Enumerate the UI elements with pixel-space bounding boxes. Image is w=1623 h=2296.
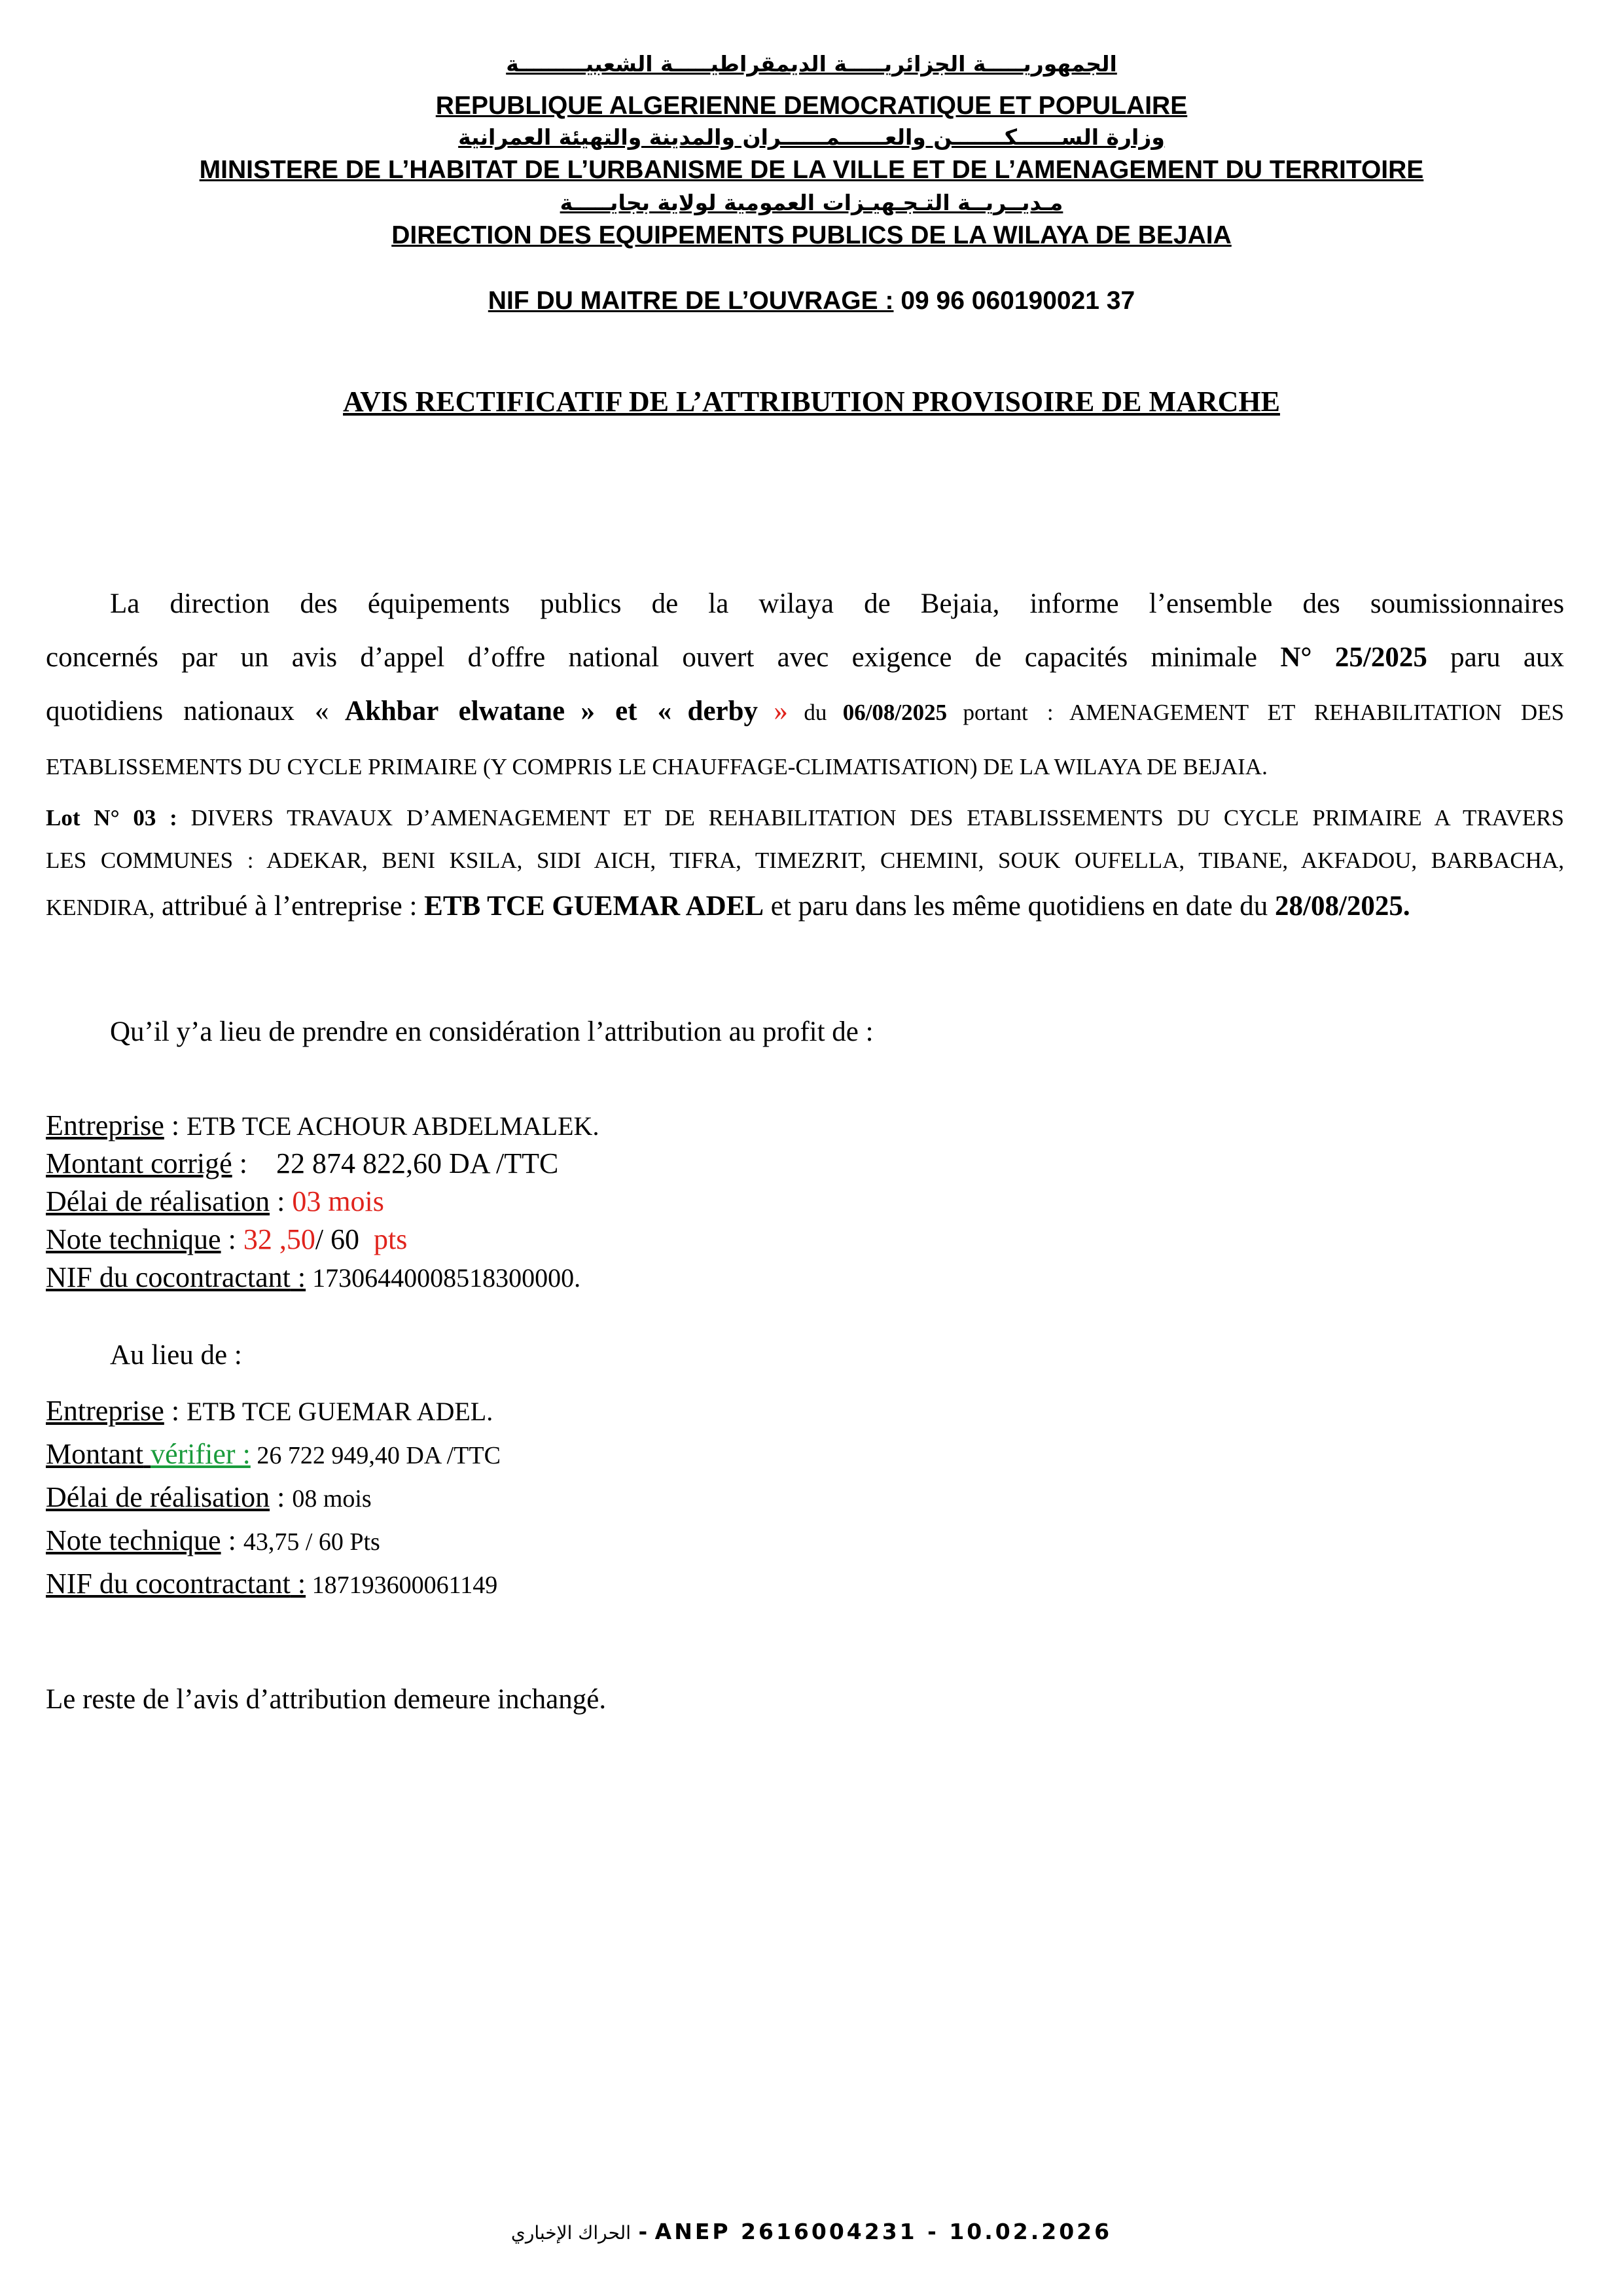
corrected-entreprise-label: Entreprise (46, 1109, 164, 1141)
corrected-delai-value: 03 mois (292, 1185, 384, 1217)
p1-l2a: concernés par un avis d’appel d’offre national ouvert avec exigence de capacités minimale (46, 642, 1257, 673)
p1-l2c: paru aux (1450, 642, 1564, 673)
paragraph1-line4: ETABLISSEMENTS DU CYCLE PRIMAIRE (Y COMPRIS LE CHAUFFAGE-CLIMATISATION) DE LA WILAYA DE BEJAIA. (46, 754, 1268, 780)
p1-w13: soumissionnaires (1370, 588, 1565, 619)
corrected-montant-value: 22 874 822,60 DA /TTC (276, 1147, 559, 1179)
p1-w11: l’ensemble (1149, 588, 1273, 619)
p1-w4: publics (540, 588, 622, 619)
corrected-entreprise: Entreprise : ETB TCE ACHOUR ABDELMALEK. (46, 1109, 599, 1141)
p1-l7a: KENDIRA, (46, 895, 155, 920)
closing-statement: Le reste de l’avis d’attribution demeure inchangé. (46, 1684, 607, 1715)
previous-delai: Délai de réalisation : 08 mois (46, 1481, 372, 1513)
paragraph1-line1 (110, 588, 1564, 620)
p1-w12: des (1302, 588, 1340, 619)
publication-footer (0, 2219, 1623, 2244)
p1-w7: wilaya (758, 588, 834, 619)
p1-newspaper2: derby (687, 696, 758, 726)
p1-l7b: attribué à l’entreprise : (154, 891, 425, 922)
owner-nif (0, 287, 1623, 315)
p1-w2: des (300, 588, 338, 619)
previous-entreprise: Entreprise : ETB TCE GUEMAR ADEL. (46, 1395, 493, 1427)
p1-w0: La (110, 588, 140, 619)
header-ar-ministry: وزارة الســــــكـــــــن والعــــــمــــــران والمدينة والتهيئة العمرانية (458, 124, 1165, 150)
p1-date2: 28/08/2025. (1275, 891, 1410, 922)
footer-newspaper: الحراك الإخباري (510, 2222, 631, 2244)
p1-l3h: portant : (963, 700, 1054, 725)
header-fr-direction: DIRECTION DES EQUIPEMENTS PUBLICS DE LA WILAYA DE BEJAIA (391, 221, 1232, 249)
paragraph1-line3 (46, 695, 1564, 727)
p1-w10: informe (1029, 588, 1119, 619)
corrected-nif-value: 17306440008518300000. (312, 1263, 581, 1293)
previous-note-value: 43,75 / 60 Pts (243, 1528, 380, 1556)
previous-entreprise-value: ETB TCE GUEMAR ADEL. (187, 1397, 493, 1426)
p1-l7d: et paru dans les même quotidiens en date du (764, 891, 1275, 922)
previous-note: Note technique : 43,75 / 60 Pts (46, 1524, 380, 1556)
p1-old-company: ETB TCE GUEMAR ADEL (424, 891, 764, 922)
corrected-nif-label: NIF du cocontractant (46, 1261, 291, 1293)
corrected-note-value-red: 32 ,50 (243, 1223, 315, 1255)
p1-newspaper1: Akhbar elwatane (344, 696, 565, 726)
p1-lot-label: Lot N° 03 : (46, 805, 177, 831)
p1-w9: Bejaia, (920, 588, 1000, 619)
previous-nif-value: 187193600061149 (312, 1571, 498, 1599)
p1-date1: 06/08/2025 (842, 700, 948, 725)
corrected-montant: Montant corrigé : 22 874 822,60 DA /TTC (46, 1147, 559, 1179)
corrected-delai: Délai de réalisation : 03 mois (46, 1185, 384, 1217)
corrected-delai-label: Délai de réalisation (46, 1185, 270, 1217)
previous-nif-label: NIF du cocontractant (46, 1568, 291, 1600)
p1-lot-desc: DIVERS TRAVAUX D’AMENAGEMENT ET DE REHABILITATION DES ETABLISSEMENTS DU CYCLE PRIMAIRE A TRAVERS (190, 805, 1564, 831)
previous-note-label: Note technique (46, 1524, 221, 1556)
p1-w6: la (708, 588, 729, 619)
paragraph1-line7 (46, 890, 1410, 922)
paragraph2: Qu’il y’a lieu de prendre en considération l’attribution au profit de : (110, 1016, 874, 1047)
corrected-note: Note technique : 32 ,50/ 60 pts (46, 1223, 408, 1255)
p1-w5: de (651, 588, 679, 619)
owner-nif-value: 09 96 060190021 37 (893, 287, 1135, 315)
header-fr-ministry: MINISTERE DE L’HABITAT DE L’URBANISME DE LA VILLE ET DE L’AMENAGEMENT DU TERRITOIRE (199, 156, 1424, 184)
previous-montant-label-green: vérifier : (151, 1438, 251, 1470)
previous-montant (46, 1437, 501, 1471)
paragraph1-line2 (46, 641, 1564, 673)
header-fr-republic: REPUBLIQUE ALGERIENNE DEMOCRATIQUE ET POPULAIRE (435, 92, 1188, 120)
corrected-entreprise-value: ETB TCE ACHOUR ABDELMALEK. (187, 1111, 599, 1141)
previous-delai-label: Délai de réalisation (46, 1481, 270, 1513)
corrected-note-value: / 60 (315, 1223, 360, 1255)
p1-l3i: AMENAGEMENT ET REHABILITATION DES (1069, 700, 1564, 725)
corrected-montant-label: Montant corrigé (46, 1147, 232, 1179)
footer-reference: - ANEP 2616004231 - 10.02.2026 (630, 2219, 1113, 2244)
instead-label: Au lieu de : (110, 1340, 242, 1371)
header-ar-direction: مـديــريــة التـجـهيـزات العمومية لولاية بجايـــــة (560, 190, 1063, 215)
p1-l3f: du (804, 700, 827, 725)
paragraph1-line5 (46, 805, 1564, 831)
previous-delai-value: 08 mois (292, 1485, 372, 1513)
p1-w3: équipements (367, 588, 510, 619)
owner-nif-label: NIF DU MAITRE DE L’OUVRAGE : (488, 287, 894, 315)
p1-w1: direction (169, 588, 270, 619)
paragraph1-line6: LES COMMUNES : ADEKAR, BENI KSILA, SIDI AICH, TIFRA, TIMEZRIT, CHEMINI, SOUK OUFELLA, TIBANE, AKFADOU, BARBACHA, (46, 848, 1564, 873)
corrected-nif: NIF du cocontractant : 17306440008518300000. (46, 1261, 581, 1293)
p1-w8: de (864, 588, 891, 619)
p1-l3e: » (774, 696, 788, 726)
p1-call-number: N° 25/2025 (1280, 642, 1427, 673)
p1-l3c: » et « (580, 696, 672, 726)
previous-montant-value: 26 722 949,40 DA /TTC (257, 1442, 501, 1469)
notice-title: AVIS RECTIFICATIF DE L’ATTRIBUTION PROVISOIRE DE MARCHE (343, 386, 1280, 418)
header-ar-republic: الجمهوريـــــة الجزائريـــــة الديمقراطيـــــة الشعبيـــــــــة (506, 51, 1117, 77)
previous-entreprise-label: Entreprise (46, 1395, 164, 1427)
corrected-note-label: Note technique (46, 1223, 221, 1255)
previous-nif: NIF du cocontractant : 187193600061149 (46, 1568, 498, 1600)
corrected-note-unit: pts (374, 1223, 408, 1255)
previous-montant-label: Montant (46, 1438, 144, 1470)
p1-l3a: quotidiens nationaux « (46, 696, 329, 726)
